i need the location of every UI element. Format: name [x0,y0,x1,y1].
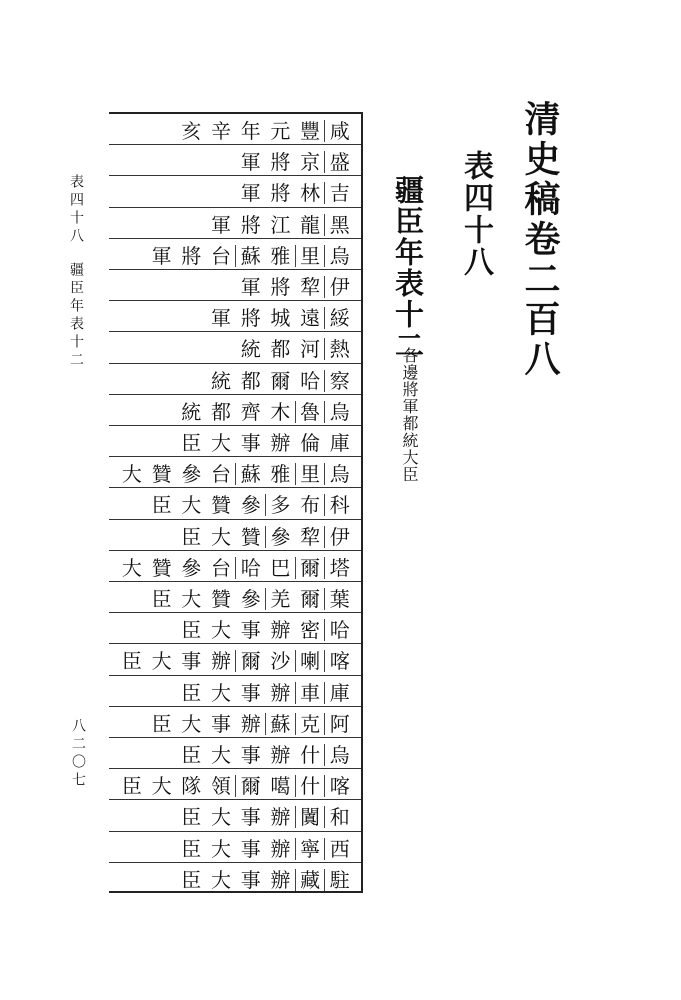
cell-divider [324,338,325,360]
cell-char: 大 [211,524,231,549]
cell-char: 蘇 [240,462,261,487]
table-row [109,332,361,367]
cell-char: 大 [151,649,172,674]
cell-char: 羌 [270,587,291,611]
cell-divider [324,120,325,142]
table-row [109,676,361,711]
cell-divider [324,869,325,891]
cell-char: 伊 [329,524,350,549]
table-row [109,769,361,804]
cell-char: 龍 [300,212,321,237]
cell-divider [324,650,325,672]
cell-char: 辦 [270,431,291,455]
cell-char: 軍 [151,243,172,268]
cell-char: 臣 [181,743,202,767]
cell-char: 參 [181,555,202,580]
cell-char: 沙 [270,649,291,674]
cell-char: 大 [211,805,231,830]
cell-char: 參 [270,524,291,549]
cell-char: 哈 [329,618,350,643]
table-row [109,488,361,523]
cell-divider [235,775,236,797]
cell-char: 事 [240,867,261,892]
cell-char: 庫 [329,431,350,455]
cell-char: 庫 [329,680,350,705]
cell-char: 大 [211,618,231,643]
cell-char: 塔 [329,555,350,580]
margin-part1: 表四十八 [68,174,84,246]
cell-char: 烏 [329,462,350,487]
cell-char: 哈 [300,368,321,393]
cell-divider [295,806,296,828]
cell-divider [235,557,236,579]
cell-char: 臣 [181,805,202,830]
table-row [109,457,361,492]
cell-char: 什 [300,774,321,799]
cell-char: 臣 [181,431,202,455]
cell-char: 軍 [211,306,231,331]
cell-char: 大 [211,743,231,767]
cell-char: 葉 [329,587,350,611]
cell-char: 軍 [211,212,231,237]
cell-char: 臣 [121,649,142,674]
cell-char: 倫 [300,431,321,455]
book-title: 清史稿卷二百八 [519,100,561,380]
cell-char: 事 [211,711,231,736]
cell-char: 熱 [329,337,350,362]
cell-divider [324,713,325,735]
cell-char: 臣 [151,587,172,611]
cell-char: 里 [300,243,321,268]
cell-char: 贊 [151,462,172,487]
cell-char: 和 [329,805,350,830]
cell-divider [324,276,325,298]
cell-divider [295,401,296,423]
cell-char: 大 [211,867,231,892]
cell-char: 大 [181,587,202,611]
cell-char: 辦 [270,867,291,892]
table-row [109,582,361,617]
cell-char: 犂 [300,275,321,299]
cell-divider [324,838,325,860]
cell-char: 都 [270,337,291,362]
cell-char: 闐 [300,805,321,830]
table-row [109,395,361,430]
cell-char: 事 [240,836,261,861]
cell-char: 河 [300,337,321,362]
cell-char: 贊 [240,524,261,549]
cell-char: 事 [240,431,261,455]
cell-char: 臣 [151,493,172,518]
cell-divider [324,526,325,548]
cell-char: 參 [181,462,202,487]
cell-divider [295,869,296,891]
cell-char: 西 [329,836,350,861]
cell-char: 爾 [240,649,261,674]
cell-char: 藏 [300,867,321,892]
cell-divider [324,588,325,610]
cell-char: 辦 [270,805,291,830]
cell-divider [324,463,325,485]
cell-divider [265,713,266,735]
cell-char: 統 [240,337,261,362]
cell-char: 辦 [240,711,261,736]
cell-char: 大 [211,680,231,705]
cell-divider [324,775,325,797]
cell-char: 贊 [151,555,172,580]
cell-char: 察 [329,368,350,393]
cell-char: 大 [151,774,172,799]
cell-divider [324,619,325,641]
cell-char: 年 [240,119,261,143]
cell-char: 噶 [270,774,291,799]
cell-char: 烏 [329,243,350,268]
cell-char: 將 [270,181,291,206]
cell-char: 臣 [181,618,202,643]
table-row [109,520,361,555]
table-number: 表四十八 [458,150,493,278]
cell-divider [324,214,325,236]
cell-divider [324,744,325,766]
cell-char: 事 [240,743,261,767]
cell-char: 辦 [270,743,291,767]
cell-divider [324,682,325,704]
cell-char: 大 [181,493,202,518]
cell-char: 贊 [211,587,231,611]
cell-char: 魯 [300,399,321,424]
cell-char: 江 [270,212,291,237]
table-row [109,644,361,679]
cell-char: 軍 [240,150,261,175]
cell-char: 爾 [300,555,321,580]
cell-char: 雅 [270,462,291,487]
cell-char: 臣 [181,680,202,705]
cell-char: 哈 [240,555,261,580]
cell-divider [324,557,325,579]
cell-divider [324,401,325,423]
table-subtitle: 各邊將軍都統大臣 [400,347,419,483]
cell-char: 大 [211,836,231,861]
cell-divider [324,806,325,828]
cell-char: 參 [240,493,261,518]
table-row [109,426,361,461]
cell-char: 車 [300,680,321,705]
cell-char: 亥 [181,119,202,143]
table-row [109,707,361,742]
cell-char: 辛 [211,119,231,143]
cell-divider [295,463,296,485]
table-row [109,800,361,835]
cell-char: 將 [270,150,291,175]
cell-char: 臣 [151,711,172,736]
cell-char: 辦 [270,836,291,861]
cell-char: 多 [270,493,291,518]
cell-char: 盛 [329,150,350,175]
cell-char: 寧 [300,836,321,861]
table-row [109,145,361,180]
cell-char: 將 [270,275,291,299]
cell-char: 綏 [329,306,350,331]
cell-char: 大 [121,555,142,580]
cell-divider [235,650,236,672]
table-row [109,738,361,773]
cell-char: 臣 [121,774,142,799]
cell-char: 喇 [300,649,321,674]
cell-divider [324,151,325,173]
cell-char: 爾 [300,587,321,611]
cell-divider [265,526,266,548]
cell-char: 科 [329,493,350,518]
cell-divider [235,245,236,267]
cell-char: 布 [300,493,321,518]
cell-char: 林 [300,181,321,206]
table-row [109,613,361,648]
cell-char: 密 [300,618,321,643]
cell-char: 克 [300,711,321,736]
margin-part2: 疆臣年表十二 [68,262,84,370]
cell-char: 事 [240,805,261,830]
cell-char: 大 [181,711,202,736]
cell-char: 巴 [270,555,291,580]
cell-char: 事 [240,680,261,705]
cell-char: 吉 [329,181,350,206]
cell-divider [295,838,296,860]
cell-char: 臣 [181,867,202,892]
cell-divider [324,307,325,329]
table-row [109,863,361,898]
cell-char: 辦 [270,680,291,705]
cell-divider [265,588,266,610]
cell-char: 豐 [300,119,321,143]
cell-char: 統 [211,368,231,393]
cell-char: 都 [211,399,231,424]
margin-title [66,174,86,370]
table-name: 疆臣年表十二 [391,175,425,361]
cell-char: 爾 [270,368,291,393]
table-row [109,270,361,305]
cell-char: 隊 [181,774,202,799]
cell-divider [324,370,325,392]
cell-char: 台 [211,555,231,580]
cell-char: 遠 [300,306,321,331]
table-row [109,301,361,336]
cell-char: 阿 [329,711,350,736]
cell-char: 贊 [211,493,231,518]
cell-char: 咸 [329,119,350,143]
cell-char: 臣 [181,524,202,549]
cell-char: 木 [270,399,291,424]
cell-char: 大 [211,431,231,455]
cell-char: 雅 [270,243,291,268]
cell-char: 軍 [240,275,261,299]
table-row [109,364,361,399]
cell-char: 元 [270,119,291,143]
cell-char: 犂 [300,524,321,549]
cell-divider [295,682,296,704]
cell-char: 都 [240,368,261,393]
cell-char: 事 [240,618,261,643]
cell-divider [295,650,296,672]
cell-char: 城 [270,306,291,331]
cell-char: 伊 [329,275,350,299]
cell-char: 喀 [329,649,350,674]
cell-char: 軍 [240,181,261,206]
cell-char: 京 [300,150,321,175]
cell-char: 辦 [211,649,231,674]
cell-divider [265,494,266,516]
cell-divider [324,182,325,204]
cell-char: 黑 [329,212,350,237]
cell-char: 統 [181,399,202,424]
cell-char: 台 [211,462,231,487]
table-row [109,832,361,867]
cell-char: 辦 [270,618,291,643]
cell-char: 齊 [240,399,261,424]
cell-char: 里 [300,462,321,487]
table-row [109,551,361,586]
table-row [109,208,361,243]
cell-char: 什 [300,743,321,767]
cell-char: 將 [181,243,202,268]
cell-char: 爾 [240,774,261,799]
cell-divider [295,245,296,267]
cell-char: 事 [181,649,202,674]
cell-divider [295,557,296,579]
cell-char: 將 [240,212,261,237]
table-row [109,114,361,149]
cell-char: 喀 [329,774,350,799]
cell-char: 將 [240,306,261,331]
cell-divider [324,245,325,267]
table-row [109,239,361,274]
cell-char: 大 [121,462,142,487]
cell-divider [295,775,296,797]
cell-divider [324,494,325,516]
cell-char: 領 [211,774,231,799]
cell-char: 參 [240,587,261,611]
cell-divider [295,713,296,735]
cell-char: 蘇 [240,243,261,268]
official-table [109,112,363,893]
cell-char: 台 [211,243,231,268]
cell-char: 烏 [329,743,350,767]
cell-divider [235,463,236,485]
cell-char: 烏 [329,399,350,424]
page-number: 八二〇七 [70,718,86,790]
table-row [109,176,361,211]
cell-char: 蘇 [270,711,291,736]
cell-char: 駐 [329,867,350,892]
cell-char: 臣 [181,836,202,861]
